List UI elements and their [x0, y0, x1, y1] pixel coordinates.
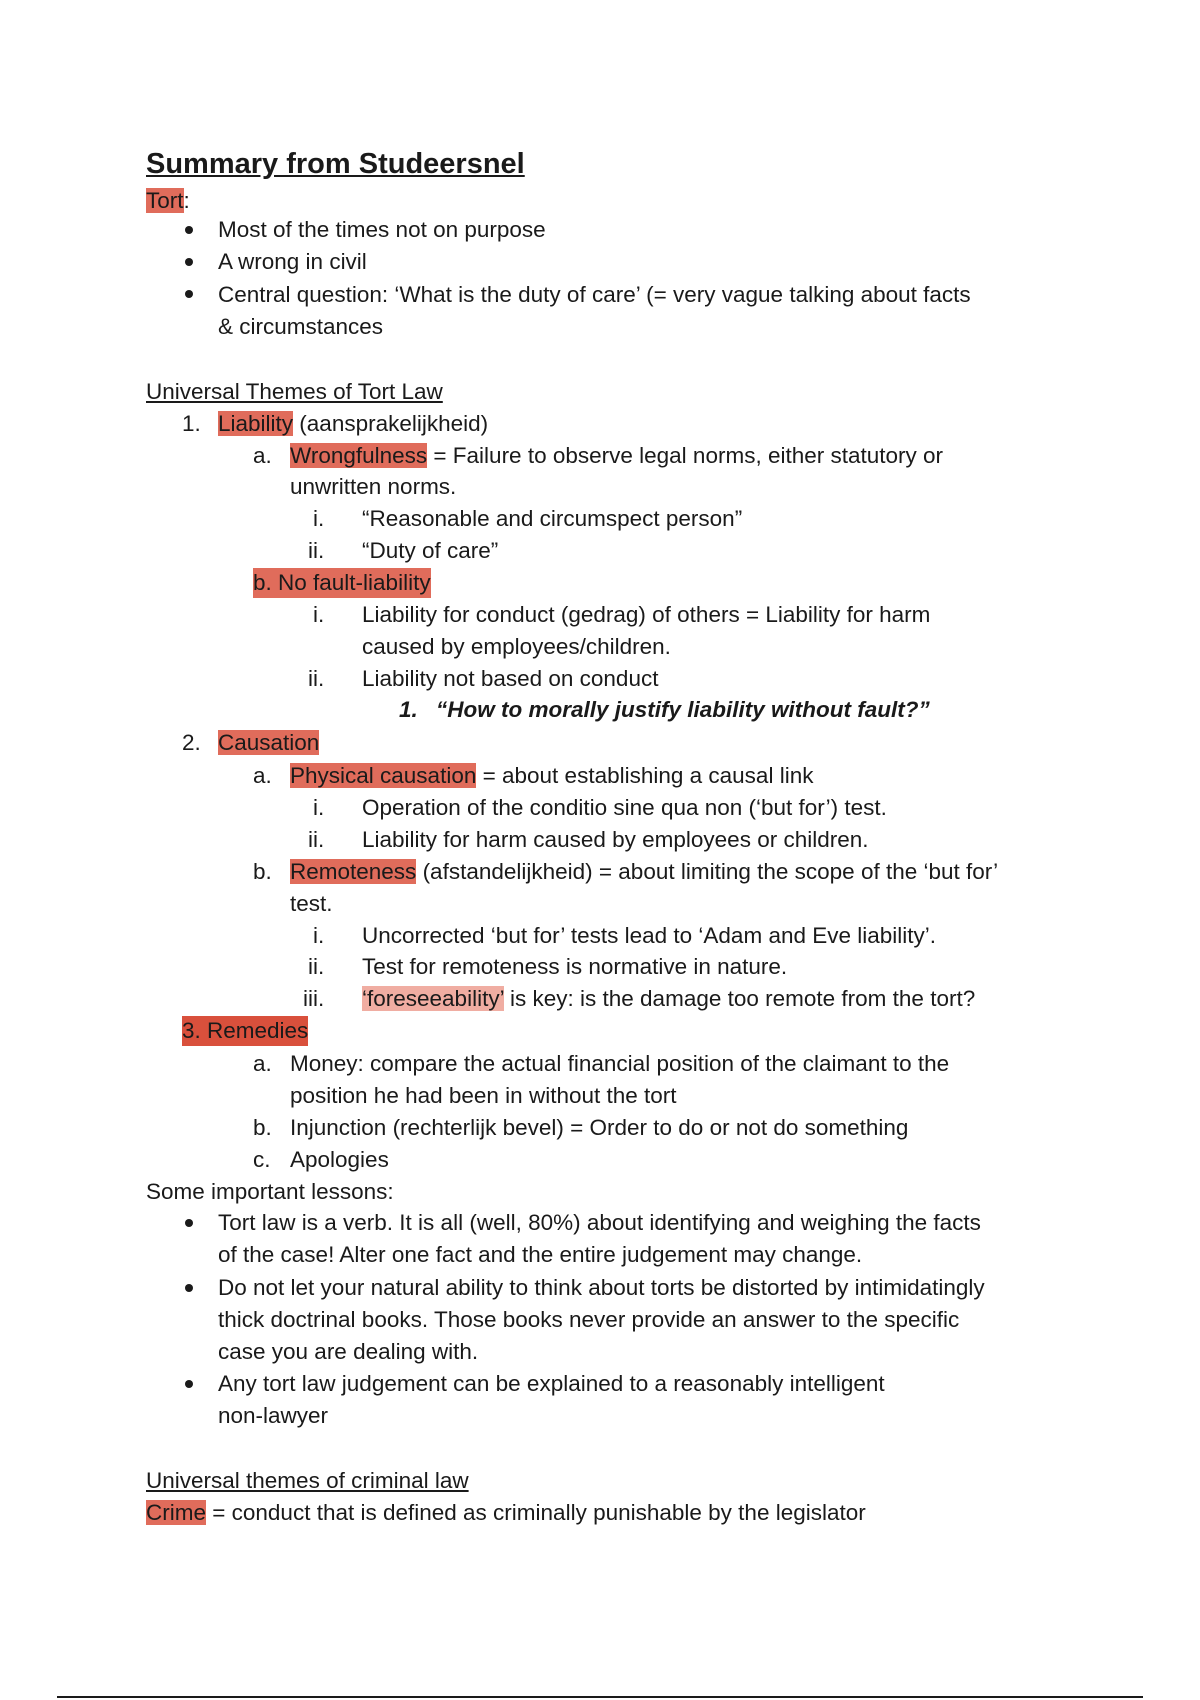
remoteness-i-text: Uncorrected ‘but for’ tests lead to ‘Adam and Eve liability’. — [362, 923, 937, 948]
liability-marker: 1. — [182, 411, 201, 436]
remedies-c-marker: c. — [253, 1147, 271, 1172]
no-fault-i-marker: i. — [313, 602, 325, 627]
tort-bullet-3-cont: & circumstances — [218, 314, 384, 339]
remoteness-i-marker: i. — [313, 923, 325, 948]
no-fault-i-cont: caused by employees/children. — [362, 634, 671, 659]
lesson-2-line-3: case you are dealing with. — [218, 1339, 479, 1364]
wrongfulness-ii-marker: ii. — [308, 538, 325, 563]
wrongfulness-marker: a. — [253, 443, 272, 468]
bullet-icon — [185, 258, 193, 266]
foreseeability-term: ‘foreseeability’ — [362, 986, 504, 1011]
remoteness-rest: (afstandelijkheid) = about limiting the scope of the ‘but for’ — [416, 859, 999, 884]
wrongfulness-ii-text: “Duty of care” — [362, 538, 499, 563]
remoteness-iii-marker: iii. — [303, 986, 325, 1011]
no-fault-i-text: Liability for conduct (gedrag) of others = Liability for harm — [362, 602, 931, 627]
bullet-icon — [185, 1380, 193, 1388]
wrongfulness-rest: = Failure to observe legal norms, either statutory or — [427, 443, 944, 468]
causation-marker: 2. — [182, 730, 201, 755]
remoteness-line — [290, 857, 998, 887]
footer-divider — [57, 1696, 1143, 1698]
wrongfulness-i-text: “Reasonable and circumspect person” — [362, 506, 743, 531]
remoteness-ii-marker: ii. — [308, 954, 325, 979]
causation-line — [218, 728, 319, 758]
foreseeability-rest: is key: is the damage too remote from the tort? — [503, 986, 976, 1011]
tort-bullet-2: A wrong in civil — [218, 249, 367, 274]
wrongfulness-cont: unwritten norms. — [290, 474, 457, 499]
tort-suffix: : — [183, 188, 190, 213]
tort-bullet-1: Most of the times not on purpose — [218, 217, 546, 242]
criminal-themes-heading: Universal themes of criminal law — [146, 1468, 469, 1493]
liability-rest: (aansprakelijkheid) — [293, 411, 489, 436]
lesson-1-line-2: of the case! Alter one fact and the entire judgement may change. — [218, 1242, 863, 1267]
remedies-c-text: Apologies — [290, 1147, 389, 1172]
physical-causation-rest: = about establishing a causal link — [476, 763, 814, 788]
physical-causation-term: Physical causation — [290, 763, 477, 788]
wrongfulness-term: Wrongfulness — [290, 443, 428, 468]
physical-i-marker: i. — [313, 795, 325, 820]
remoteness-term: Remoteness — [290, 859, 417, 884]
physical-causation-marker: a. — [253, 763, 272, 788]
remoteness-marker: b. — [253, 859, 272, 884]
lesson-2-line-1: Do not let your natural ability to think about torts be distorted by intimidatingly — [218, 1275, 985, 1300]
bullet-icon — [185, 1219, 193, 1227]
lesson-3-line-2: non-lawyer — [218, 1403, 329, 1428]
tort-term: Tort — [146, 188, 184, 213]
no-fault-liability-heading: b. No fault-liability — [253, 568, 431, 598]
causation-term: Causation — [218, 730, 320, 755]
lessons-heading: Some important lessons: — [146, 1179, 394, 1204]
moral-question-text: “How to morally justify liability without fault?” — [436, 697, 930, 722]
remoteness-iii-line — [362, 984, 975, 1014]
remoteness-cont: test. — [290, 891, 333, 916]
bullet-icon — [185, 290, 193, 298]
remedies-b-text: Injunction (rechterlijk bevel) = Order to do or not do something — [290, 1115, 909, 1140]
remedies-a-marker: a. — [253, 1051, 272, 1076]
bullet-icon — [185, 1284, 193, 1292]
liability-line — [218, 409, 488, 439]
liability-term: Liability — [218, 411, 294, 436]
crime-rest: = conduct that is defined as criminally punishable by the legislator — [206, 1500, 866, 1525]
page-title: Summary from Studeersnel — [146, 148, 525, 180]
remedies-a-cont: position he had been in without the tort — [290, 1083, 677, 1108]
wrongfulness-i-marker: i. — [313, 506, 325, 531]
moral-question-marker: 1. — [399, 697, 418, 722]
remedies-heading: 3. Remedies — [182, 1016, 308, 1046]
crime-term: Crime — [146, 1500, 206, 1525]
remedies-b-marker: b. — [253, 1115, 272, 1140]
lesson-3-line-1: Any tort law judgement can be explained to a reasonably intelligent — [218, 1371, 885, 1396]
physical-ii-text: Liability for harm caused by employees or children. — [362, 827, 869, 852]
physical-causation-line — [290, 761, 813, 791]
physical-ii-marker: ii. — [308, 827, 325, 852]
lesson-2-line-2: thick doctrinal books. Those books never provide an answer to the specific — [218, 1307, 960, 1332]
bullet-icon — [185, 226, 193, 234]
remoteness-ii-text: Test for remoteness is normative in nature. — [362, 954, 788, 979]
no-fault-ii-text: Liability not based on conduct — [362, 666, 659, 691]
tort-themes-heading: Universal Themes of Tort Law — [146, 379, 443, 404]
physical-i-text: Operation of the conditio sine qua non (‘but for’) test. — [362, 795, 887, 820]
lesson-1-line-1: Tort law is a verb. It is all (well, 80%) about identifying and weighing the facts — [218, 1210, 981, 1235]
no-fault-ii-marker: ii. — [308, 666, 325, 691]
remedies-a-text: Money: compare the actual financial position of the claimant to the — [290, 1051, 950, 1076]
crime-line — [146, 1498, 866, 1528]
tort-bullet-3: Central question: ‘What is the duty of care’ (= very vague talking about facts — [218, 282, 971, 307]
wrongfulness-line — [290, 441, 943, 471]
tort-line — [146, 186, 190, 216]
